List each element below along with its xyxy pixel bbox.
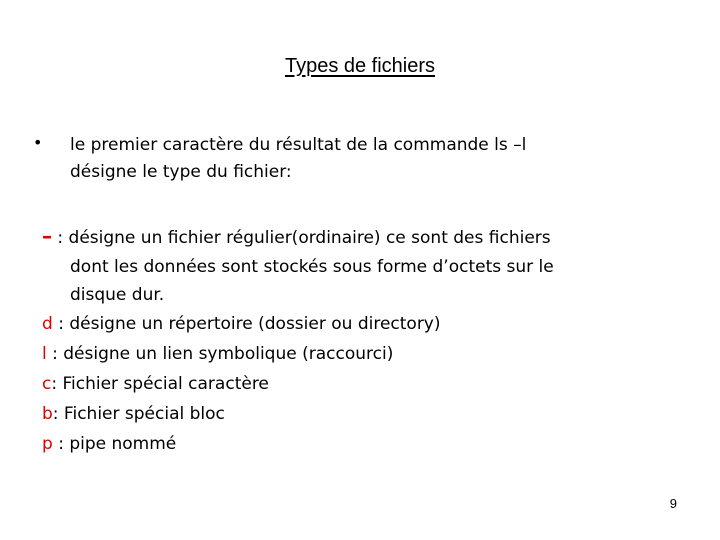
file-type-code: p	[42, 434, 53, 454]
slide-title: Types de fichiers	[284, 55, 436, 77]
file-type-regular	[42, 221, 682, 309]
file-type-code: –	[42, 224, 52, 248]
file-type-description: : pipe nommé	[52, 434, 177, 454]
file-type-description: : Fichier spécial caractère	[51, 374, 269, 394]
file-type-description: : désigne un répertoire (dossier ou directory)	[52, 314, 441, 334]
file-type-symlink	[42, 339, 682, 369]
file-type-character-device	[42, 369, 682, 399]
file-type-description: : désigne un fichier régulier(ordinaire) ce sont des fichiers	[52, 228, 551, 248]
file-type-directory	[42, 309, 682, 339]
intro-line-2: désigne le type du fichier:	[70, 162, 292, 182]
page-number: 9	[669, 496, 677, 511]
file-type-code: d	[42, 314, 53, 334]
file-type-description-continued: disque dur.	[70, 285, 165, 305]
file-type-description-continued: dont les données sont stockés sous forme d’octets sur le	[70, 257, 554, 277]
intro-line-1: le premier caractère du résultat de la commande ls –l	[70, 135, 527, 155]
file-type-description: : Fichier spécial bloc	[52, 404, 225, 424]
file-type-block-device	[42, 399, 682, 429]
file-type-list	[42, 221, 682, 459]
file-type-named-pipe	[42, 429, 682, 459]
bullet-icon: •	[33, 133, 43, 152]
file-type-description: : désigne un lien symbolique (raccourci)	[46, 344, 394, 364]
file-type-code: b	[42, 404, 53, 424]
file-type-code: c	[42, 374, 52, 394]
file-type-code: l	[42, 344, 47, 364]
intro-bullet-item	[33, 132, 673, 186]
